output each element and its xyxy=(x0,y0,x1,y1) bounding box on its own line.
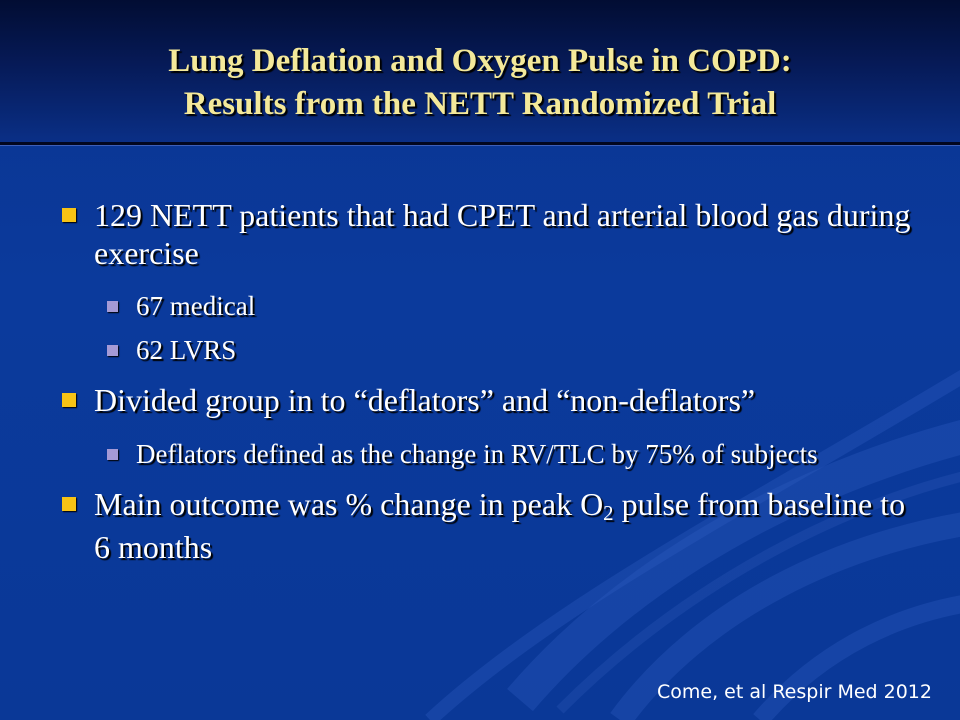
subscript-2: 2 xyxy=(603,502,614,526)
square-sub-bullet-icon xyxy=(107,301,118,312)
title-line-1: Lung Deflation and Oxygen Pulse in COPD: xyxy=(168,43,792,79)
square-sub-bullet-icon xyxy=(107,449,118,460)
sub-bullet-item xyxy=(62,334,922,366)
square-sub-bullet-icon xyxy=(107,345,118,356)
bullet-text: Divided group in to “deflators” and “non-deflators” xyxy=(94,382,756,418)
bullet-list xyxy=(62,196,922,566)
bullet-text: 129 NETT patients that had CPET and arterial blood gas during exercise xyxy=(94,197,911,271)
square-bullet-icon xyxy=(62,393,76,407)
bullet-item xyxy=(62,196,922,272)
bullet-text-start: Main outcome was % change in peak O xyxy=(94,486,604,522)
square-bullet-icon xyxy=(62,497,76,511)
slide-title xyxy=(0,40,960,126)
bullet-item xyxy=(62,485,922,566)
sub-bullet-item xyxy=(62,438,922,470)
bullet-text-end: pulse from baseline to 6 months xyxy=(94,486,906,565)
sub-bullet-text: 62 LVRS xyxy=(136,335,237,365)
sub-bullet-item xyxy=(62,290,922,322)
bullet-item xyxy=(62,381,922,419)
sub-bullet-text: 67 medical xyxy=(136,291,256,321)
square-bullet-icon xyxy=(62,208,76,222)
title-line-2: Results from the NETT Randomized Trial xyxy=(183,86,777,122)
sub-bullet-text: Deflators defined as the change in RV/TLC by 75% of subjects xyxy=(136,439,818,469)
citation: Come, et al Respir Med 2012 xyxy=(657,681,932,703)
bullet-text xyxy=(94,486,905,565)
